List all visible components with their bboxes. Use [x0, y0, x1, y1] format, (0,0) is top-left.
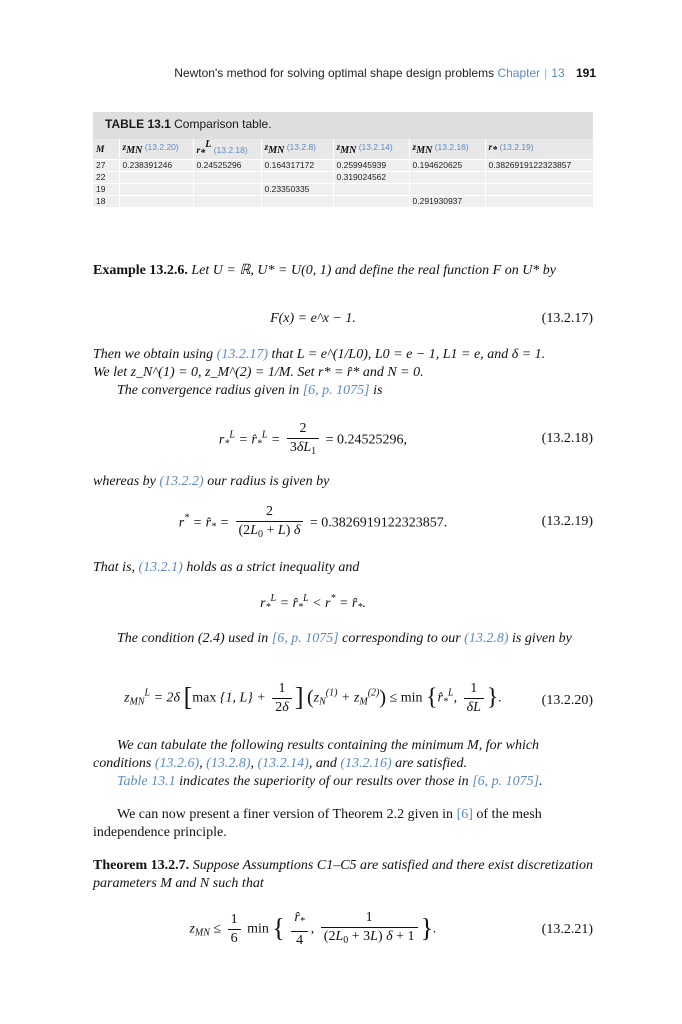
table-caption	[93, 112, 593, 139]
whereas-line: whereas by (13.2.2) our radius is given by	[93, 474, 330, 489]
chapter-number: 13	[551, 66, 565, 80]
page-number: 191	[575, 66, 596, 80]
example-line1: Let U = ℝ, U* = U(0, 1) and define the real function F on U* by	[191, 263, 557, 278]
table-cell	[193, 172, 261, 184]
table-cell	[119, 196, 193, 208]
table-cell	[485, 172, 593, 184]
equation-number: (13.2.19)	[541, 514, 593, 529]
table-cell-m: 22	[93, 172, 119, 184]
table-row	[93, 196, 593, 208]
cite-6-p1075[interactable]: [6, p. 1075]	[472, 774, 540, 789]
eq-ref-13-2-6[interactable]: (13.2.6)	[154, 756, 200, 771]
eq-ref-13-2-2[interactable]: (13.2.2)	[159, 474, 204, 489]
equation-13-2-21	[93, 909, 593, 955]
inequality-body: $r_*^L$ = $r̂_*^L < r^*$ = $r̂_*$.	[260, 593, 366, 613]
col-header-zmn-14: zMN (13.2.14)	[333, 139, 409, 160]
table-cell: 0.3826919122323857	[485, 160, 593, 172]
table-cell	[333, 184, 409, 196]
table-cell-m: 19	[93, 184, 119, 196]
eq-ref-13-2-16[interactable]: (13.2.16)	[340, 756, 392, 771]
table-cell	[485, 184, 593, 196]
table-row	[93, 184, 593, 196]
eq-ref-13-2-8[interactable]: (13.2.8)	[464, 631, 509, 646]
example-intro	[93, 262, 593, 280]
col-header-zmn-8: zMN (13.2.8)	[261, 139, 333, 160]
table-cell	[193, 196, 261, 208]
that-is-line: That is, (13.2.1) holds as a strict inequality and	[93, 560, 360, 575]
eq-ref-13-2-8[interactable]: (13.2.8)	[206, 756, 251, 771]
table-cell: 0.319024562	[333, 172, 409, 184]
equation-number: (13.2.20)	[541, 693, 593, 708]
equation-13-2-18	[93, 420, 593, 464]
example-label: Example 13.2.6.	[93, 263, 188, 278]
col-header-zmn-16: zMN (13.2.16)	[409, 139, 485, 160]
table-cell	[333, 196, 409, 208]
table-cell: 0.23350335	[261, 184, 333, 196]
table-cell: 0.24525296	[193, 160, 261, 172]
equation-13-2-19	[93, 503, 593, 547]
equation-number: (13.2.21)	[541, 922, 593, 937]
table-cell: 0.238391246	[119, 160, 193, 172]
equation-13-2-17	[93, 311, 593, 331]
table-cell-m: 27	[93, 160, 119, 172]
eq-ref-13-2-1[interactable]: (13.2.1)	[138, 560, 183, 575]
equation-body: $z_{MN}^L = 2\delta$ [max {1, L} + $\frac{1}{2\delta}$ ] $(z_N^{(1)} + z_M^{(2)}) \le \min$ {$r̂_*^L$, $\frac{1}{\delta L}$ }.	[124, 681, 502, 715]
table-cell	[193, 184, 261, 196]
table-ref-link[interactable]: Table 13.1	[117, 774, 176, 789]
table-cell	[409, 172, 485, 184]
tabulate-paragraph: We can tabulate the following results containing the minimum M, for which conditions (13.2.6), (13.2.8), (13.2.14), and (13.2.16) are satisfied. Table 13.1 indicates the superiority of our results over those in [6, p. 1075].	[93, 738, 543, 789]
table-cell: 0.164317172	[261, 160, 333, 172]
table-cell	[409, 184, 485, 196]
table-grid	[93, 139, 594, 207]
inequality-line	[93, 593, 593, 615]
eq-ref-13-2-14[interactable]: (13.2.14)	[257, 756, 309, 771]
col-header-m: M	[93, 139, 119, 160]
table-cell: 0.291930937	[409, 196, 485, 208]
theorem-text: Suppose Assumptions C1–C5 are satisfied and there exist discretization parameters M and N such that	[93, 858, 593, 891]
chapter-label: Chapter	[497, 66, 541, 80]
table-caption-text: Comparison table.	[174, 117, 272, 131]
equation-number: (13.2.18)	[541, 431, 593, 446]
finer-version-paragraph: We can now present a finer version of Theorem 2.2 given in [6] of the mesh independence principle.	[93, 807, 542, 840]
col-header-r-19: r* (13.2.19)	[485, 139, 593, 160]
table-cell	[119, 184, 193, 196]
eq-ref-13-2-17[interactable]: (13.2.17)	[216, 347, 268, 362]
table-header-row	[93, 139, 593, 160]
cite-6-p1075[interactable]: [6, p. 1075]	[271, 631, 339, 646]
table-caption-label: TABLE 13.1	[105, 117, 171, 131]
condition-paragraph: The condition (2.4) used in [6, p. 1075] corresponding to our (13.2.8) is given by	[117, 631, 572, 646]
table-cell	[119, 172, 193, 184]
equation-body: F(x) = e^x − 1.	[270, 311, 356, 326]
running-header	[118, 66, 596, 80]
theorem-label: Theorem 13.2.7.	[93, 858, 190, 873]
header-separator: |	[544, 66, 548, 80]
equation-number: (13.2.17)	[541, 311, 593, 326]
running-title: Newton's method for solving optimal shape design problems	[174, 66, 495, 80]
cite-6-p1075[interactable]: [6, p. 1075]	[302, 383, 370, 398]
equation-body: $r_*^L$ = $r̂_*^L$ = $\frac{2}{3\delta L_1}$ = 0.24525296,	[218, 421, 408, 457]
table-cell	[485, 196, 593, 208]
table-cell-m: 18	[93, 196, 119, 208]
col-header-zmn-20: zMN (13.2.20)	[119, 139, 193, 160]
table-cell: 0.194620625	[409, 160, 485, 172]
equation-13-2-20	[93, 680, 593, 726]
cite-6[interactable]: [6]	[456, 807, 473, 822]
table-cell: 0.259945939	[333, 160, 409, 172]
equation-body: $r^* = r̂_*$ = $\frac{2}{(2L_0 + L) \delta}$ = 0.3826919122323857.	[178, 504, 448, 540]
equation-body: $z_{MN}$ ≤ $\frac{1}{6}$ min { $\frac{r̂_*}{4}$ , $\frac{1}{(2L_0 + 3L) \delta + 1}$ }.	[189, 910, 437, 948]
table-cell	[261, 196, 333, 208]
table-row	[93, 160, 593, 172]
comparison-table	[93, 112, 593, 207]
table-cell	[261, 172, 333, 184]
col-header-rl-18: r*L (13.2.18)	[193, 139, 261, 160]
then-paragraph: Then we obtain using (13.2.17) that L = e^(1/L0), L0 = e − 1, L1 = e, and δ = 1. We let z_N^(1) = 0, z_M^(2) = 1/M. Set r* = r̂* and N = 0. The convergence radius given in [6, p. 1075] is	[93, 347, 546, 398]
theorem-13-2-7	[93, 857, 593, 893]
table-row	[93, 172, 593, 184]
